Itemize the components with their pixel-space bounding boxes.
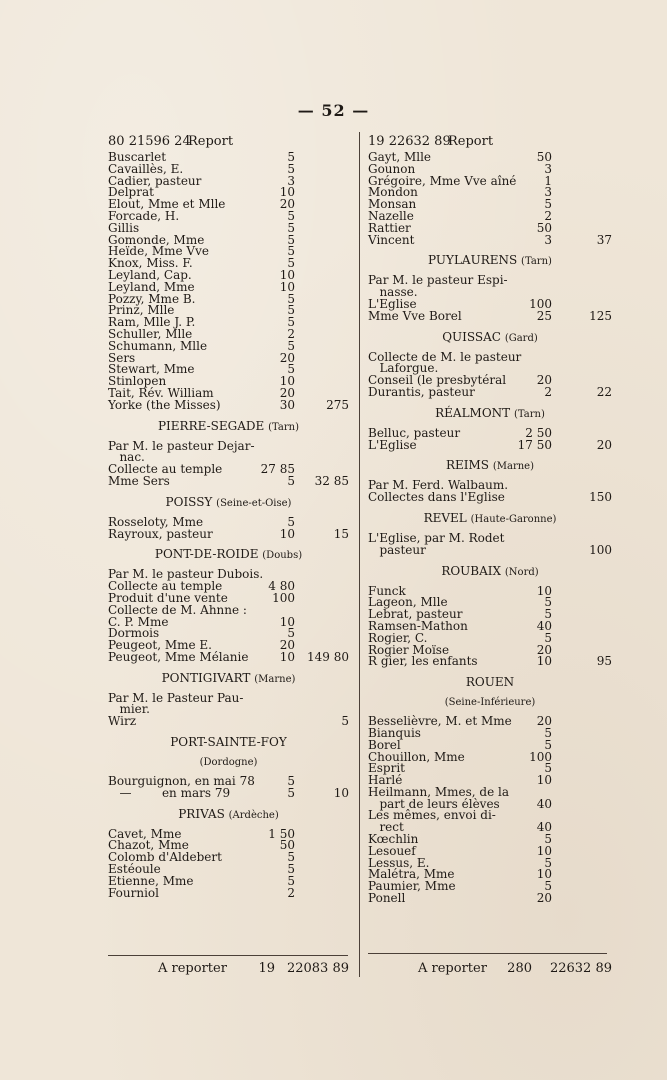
donor-name: Tait, Rév. William <box>108 385 214 400</box>
donor-name: nasse. <box>368 285 418 300</box>
ledger-row <box>108 208 349 223</box>
donor-name: Rogier Moïse <box>368 642 450 657</box>
section-heading <box>368 693 612 710</box>
amount: 2 50 <box>525 425 552 440</box>
amount: 3 <box>544 232 552 247</box>
amount: 10 <box>279 185 295 200</box>
report-count: 80 <box>108 134 125 149</box>
section-place: REVEL <box>423 510 467 525</box>
donor-name: C. P. Mme <box>108 614 169 629</box>
subtotal: 15 <box>333 526 349 541</box>
amount: 5 <box>287 303 295 318</box>
section-department: (Tarn) <box>521 256 552 268</box>
ledger-row <box>368 725 612 740</box>
donor-name: Gillis <box>108 220 140 235</box>
donor-name: Ponell <box>368 891 406 906</box>
donor-name: Wirz <box>108 714 137 729</box>
donor-name: Produit d'une vente <box>108 590 228 605</box>
donor-name: Ramsen-Mathon <box>368 618 468 633</box>
ledger-row <box>368 492 612 504</box>
donor-name: Vincent <box>368 232 415 247</box>
donor-name: part de leurs élèves <box>368 796 500 811</box>
donor-name: Paumier, Mme <box>368 879 456 894</box>
section-heading <box>368 457 612 474</box>
donor-name: Gounon <box>368 161 416 176</box>
ledger-row <box>368 810 612 822</box>
amount: 5 <box>544 832 552 847</box>
donor-name: Par M. le Pasteur Pau- <box>108 690 244 705</box>
amount: 20 <box>536 373 552 388</box>
section-heading <box>108 418 349 435</box>
donor-name: Peugeot, Mme E. <box>108 638 212 653</box>
donor-name: Rogier, C. <box>368 630 428 645</box>
donor-name: Mondon <box>368 185 418 200</box>
section-department: (Tarn) <box>268 421 299 433</box>
report-label: Report <box>448 134 494 149</box>
amount: 10 <box>536 583 552 598</box>
section-department: (Gard) <box>504 332 538 344</box>
donor-name: Laforgue. <box>368 361 439 376</box>
donor-name: Rayroux, pasteur <box>108 526 213 541</box>
subtotal: 149 80 <box>307 649 349 664</box>
section-heading <box>108 806 349 823</box>
donor-name: mier. <box>108 702 150 717</box>
right-entries <box>368 152 612 905</box>
ledger-row <box>108 526 349 541</box>
amount: 5 <box>287 514 295 529</box>
amount: 5 <box>544 197 552 212</box>
section-department: (Ardèche) <box>228 809 279 821</box>
amount: 5 <box>544 879 552 894</box>
amount: 5 <box>287 150 295 164</box>
carry-total: 22632 89 <box>549 961 612 976</box>
amount: 10 <box>279 267 295 282</box>
ledger-row <box>108 338 349 353</box>
ledger-row <box>108 649 349 664</box>
donor-name: Knox, Miss. F. <box>108 256 193 271</box>
amount: 5 <box>287 256 295 271</box>
section-department: (Dordogne) <box>199 757 258 769</box>
donor-name: Heïde, Mme Vve <box>108 244 209 259</box>
section-heading <box>368 563 612 580</box>
donor-name: Cavaillès, E. <box>108 161 184 176</box>
amount: 40 <box>536 820 552 835</box>
amount: 20 <box>536 891 552 906</box>
amount: 3 <box>544 185 552 200</box>
amount: 25 <box>536 308 552 323</box>
amount: 40 <box>536 618 552 633</box>
donor-name: Gayt, Mlle <box>368 150 432 164</box>
amount: 5 <box>544 761 552 776</box>
donor-name: Rosseloty, Mme <box>108 514 204 529</box>
section-department: (Seine-et-Oise) <box>216 497 292 509</box>
donor-name: Esprit <box>368 761 405 776</box>
donor-name: Malétra, Mme <box>368 867 455 882</box>
subtotal: 100 <box>589 542 612 557</box>
donor-name: Yorke (the Misses) <box>108 397 221 412</box>
donor-name: Belluc, pasteur <box>368 425 461 440</box>
amount: 5 <box>287 338 295 353</box>
donor-name: Pozzy, Mme B. <box>108 291 196 306</box>
section-department: (Tarn) <box>514 408 545 420</box>
donor-name: Par M. le pasteur Espi- <box>368 273 508 288</box>
section-place: PRIVAS <box>178 806 225 821</box>
donor-name: Collecte au temple <box>108 462 223 477</box>
right-report-row <box>368 132 612 152</box>
section-department: (Doubs) <box>262 550 303 562</box>
amount: 5 <box>287 362 295 377</box>
donor-name: Estéoule <box>108 862 161 877</box>
ledger-row <box>108 704 349 716</box>
section-place: PONTIGIVART <box>161 670 251 685</box>
amount: 20 <box>279 350 295 365</box>
amount: 3 <box>287 173 295 188</box>
right-bottom-rule <box>368 953 607 954</box>
subtotal: 5 <box>341 714 349 729</box>
amount: 3 <box>544 161 552 176</box>
donor-name: — en mars 79 <box>108 785 231 800</box>
carry-count: 19 <box>258 961 275 976</box>
donor-name: Mme Sers <box>108 473 170 488</box>
subtotal: 20 <box>596 437 612 452</box>
donor-name: Collectes dans l'Eglise <box>368 490 505 505</box>
donor-name: Harlé <box>368 773 403 788</box>
donor-name: Mme Vve Borel <box>368 308 462 323</box>
donor-name: Delprat <box>108 185 154 200</box>
column-divider <box>359 132 360 977</box>
donor-name: Elout, Mme et Mlle <box>108 197 226 212</box>
donor-name: Leyland, Mme <box>108 279 195 294</box>
section-place: PONT-DE-ROIDE <box>154 547 259 562</box>
left-bottom-rule <box>108 955 348 956</box>
donor-name: Lesouef <box>368 843 416 858</box>
donor-name: Bourguignon, en mai 78 <box>108 774 255 789</box>
right-column <box>368 132 612 905</box>
donor-name: Schuller, Mlle <box>108 326 193 341</box>
amount: 50 <box>536 150 552 164</box>
subtotal: 125 <box>589 308 612 323</box>
amount: 20 <box>536 714 552 729</box>
amount: 50 <box>279 838 295 853</box>
donor-name: Heilmann, Mmes, de la <box>368 784 510 799</box>
amount: 10 <box>279 374 295 389</box>
donor-name: Ram, Mlle J. P. <box>108 315 196 330</box>
amount: 20 <box>279 385 295 400</box>
amount: 5 <box>544 630 552 645</box>
ledger-row <box>368 308 612 323</box>
amount: 5 <box>544 595 552 610</box>
amount: 10 <box>279 614 295 629</box>
amount: 5 <box>287 208 295 223</box>
ledger-row <box>108 716 349 728</box>
donor-name: Forcade, H. <box>108 208 180 223</box>
report-total: 22632 89 <box>388 134 451 149</box>
donor-name: Buscarlet <box>108 150 167 164</box>
ledger-row <box>368 437 612 452</box>
amount: 10 <box>536 654 552 669</box>
donor-name: R gier, les enfants <box>368 654 478 669</box>
donor-name: Cavet, Mme <box>108 826 182 841</box>
donor-name: pasteur <box>368 542 426 557</box>
donor-name: Etienne, Mme <box>108 873 194 888</box>
page-number: — 52 — <box>297 101 370 120</box>
donor-name: Conseil (le presbytéral <box>368 373 507 388</box>
amount: 5 <box>287 232 295 247</box>
section-place: PIERRE-SEGADE <box>157 418 265 433</box>
amount: 5 <box>287 315 295 330</box>
amount: 10 <box>279 649 295 664</box>
amount: 10 <box>536 773 552 788</box>
amount: 2 <box>287 326 295 341</box>
section-department: (Haute-Garonne) <box>470 513 557 525</box>
amount: 40 <box>536 796 552 811</box>
amount: 17 50 <box>517 437 552 452</box>
subtotal: 275 <box>326 397 349 412</box>
carry-label: A reporter <box>418 961 487 976</box>
section-place: RÉALMONT <box>435 405 511 420</box>
ledger-row <box>368 542 612 557</box>
amount: 10 <box>279 526 295 541</box>
amount: 100 <box>529 296 552 311</box>
donor-name: Funck <box>368 583 406 598</box>
amount: 10 <box>536 843 552 858</box>
subtotal: 150 <box>589 490 612 505</box>
amount: 30 <box>279 397 295 412</box>
section-place: REIMS <box>445 458 490 473</box>
amount: 5 <box>287 220 295 235</box>
section-place: PORT-SAINTE-FOY <box>170 735 287 750</box>
report-total: 21596 24 <box>128 134 191 149</box>
amount: 5 <box>287 873 295 888</box>
section-place: PUYLAURENS <box>428 253 518 268</box>
section-heading <box>108 670 349 687</box>
ledger-row <box>368 893 612 905</box>
carry-count: 280 <box>507 961 532 976</box>
donor-name: Gomonde, Mme <box>108 232 205 247</box>
amount: 2 <box>544 208 552 223</box>
amount: 5 <box>544 725 552 740</box>
amount: 50 <box>536 220 552 235</box>
donor-name: Rattier <box>368 220 411 235</box>
amount: 5 <box>544 737 552 752</box>
donor-name: Les mêmes, envoi di- <box>368 808 496 823</box>
subtotal: 10 <box>333 785 349 800</box>
donor-name: Peugeot, Mme Mélanie <box>108 649 249 664</box>
ledger-row <box>108 785 349 800</box>
donor-name: Par M. le pasteur Dejar- <box>108 438 255 453</box>
carry-total: 22083 89 <box>286 961 349 976</box>
section-heading <box>108 494 349 511</box>
donor-name: Grégoire, Mme Vve aîné <box>368 173 517 188</box>
section-department: (Nord) <box>504 566 539 578</box>
section-place: QUISSAC <box>442 329 501 344</box>
amount: 20 <box>536 642 552 657</box>
donor-name: Par M. le pasteur Dubois. <box>108 567 264 582</box>
donor-name: Nazelle <box>368 208 414 223</box>
donor-name: Chazot, Mme <box>108 838 189 853</box>
donor-name: Lebrat, pasteur <box>368 607 463 622</box>
donor-name: Monsan <box>368 197 417 212</box>
left-entries <box>108 152 349 899</box>
donor-name: L'Eglise <box>368 437 417 452</box>
donor-name: L'Eglise <box>368 296 417 311</box>
ledger-row <box>368 656 612 668</box>
amount: 100 <box>529 749 552 764</box>
amount: 100 <box>272 590 295 605</box>
section-department: (Marne) <box>492 461 535 473</box>
section-heading <box>108 753 349 770</box>
donor-name: Collecte de M. le pasteur <box>368 349 522 364</box>
section-heading <box>368 405 612 422</box>
donor-name: rect <box>368 820 404 835</box>
left-report-row <box>108 132 349 152</box>
donor-name: Colomb d'Aldebert <box>108 850 222 865</box>
section-place: ROUEN <box>465 675 515 690</box>
donor-name: Prinz, Mlle <box>108 303 175 318</box>
amount: 2 <box>544 384 552 399</box>
amount: 5 <box>287 774 295 789</box>
donor-name: Par M. Ferd. Walbaum. <box>368 478 509 493</box>
carry-label: A reporter <box>158 961 227 976</box>
subtotal: 32 85 <box>314 473 349 488</box>
donor-name: Chouillon, Mme <box>368 749 465 764</box>
amount: 1 50 <box>268 826 295 841</box>
amount: 5 <box>287 626 295 641</box>
donor-name: Bianquis <box>368 725 421 740</box>
amount: 5 <box>287 161 295 176</box>
amount: 20 <box>279 638 295 653</box>
amount: 1 <box>544 173 552 188</box>
section-heading <box>108 734 349 751</box>
amount: 20 <box>279 197 295 212</box>
donor-name: Lessus, E. <box>368 855 430 870</box>
donor-name: Fourniol <box>108 885 159 900</box>
amount: 5 <box>287 850 295 865</box>
subtotal: 22 <box>596 384 612 399</box>
amount: 5 <box>544 607 552 622</box>
section-department: (Seine-Inférieure) <box>444 697 536 709</box>
ledger-row <box>368 232 612 247</box>
section-heading <box>368 252 612 269</box>
section-heading <box>368 510 612 527</box>
ledger-row <box>108 473 349 488</box>
donor-name: Collecte au temple <box>108 579 223 594</box>
donor-name: Stewart, Mme <box>108 362 195 377</box>
donor-name: Borel <box>368 737 401 752</box>
donor-name: Collecte de M. Ahnne : <box>108 602 247 617</box>
ledger-row <box>368 763 612 775</box>
donor-name: Dormois <box>108 626 160 641</box>
ledger-row <box>368 384 612 399</box>
section-heading <box>108 546 349 563</box>
report-label: Report <box>188 134 234 149</box>
amount: 5 <box>544 855 552 870</box>
donor-name: nac. <box>108 450 145 465</box>
ledger-row <box>108 885 349 900</box>
amount: 5 <box>287 862 295 877</box>
donor-name: L'Eglise, par M. Rodet <box>368 530 505 545</box>
amount: 2 <box>287 885 295 900</box>
amount: 5 <box>287 244 295 259</box>
section-heading <box>368 674 612 691</box>
subtotal: 37 <box>596 232 612 247</box>
amount: 5 <box>287 291 295 306</box>
amount: 5 <box>287 473 295 488</box>
donor-name: Cadier, pasteur <box>108 173 202 188</box>
donor-name: Schumann, Mlle <box>108 338 208 353</box>
donor-name: Besselièvre, M. et Mme <box>368 714 512 729</box>
ledger-row <box>108 397 349 412</box>
donor-name: Durantis, pasteur <box>368 384 475 399</box>
amount: 10 <box>279 279 295 294</box>
donor-name: Stinlopen <box>108 374 167 389</box>
donor-name: Leyland, Cap. <box>108 267 192 282</box>
donor-name: Kœchlin <box>368 832 419 847</box>
donor-name: Sers <box>108 350 136 365</box>
section-department: (Marne) <box>254 673 296 685</box>
section-heading <box>368 329 612 346</box>
left-column <box>108 132 349 899</box>
amount: 5 <box>287 785 295 800</box>
amount: 4 80 <box>268 579 295 594</box>
amount: 10 <box>536 867 552 882</box>
amount: 27 85 <box>260 462 295 477</box>
report-count: 19 <box>368 134 385 149</box>
donor-name: Lageon, Mlle <box>368 595 448 610</box>
section-place: ROUBAIX <box>441 563 502 578</box>
subtotal: 95 <box>596 654 612 669</box>
section-place: POISSY <box>165 494 213 509</box>
